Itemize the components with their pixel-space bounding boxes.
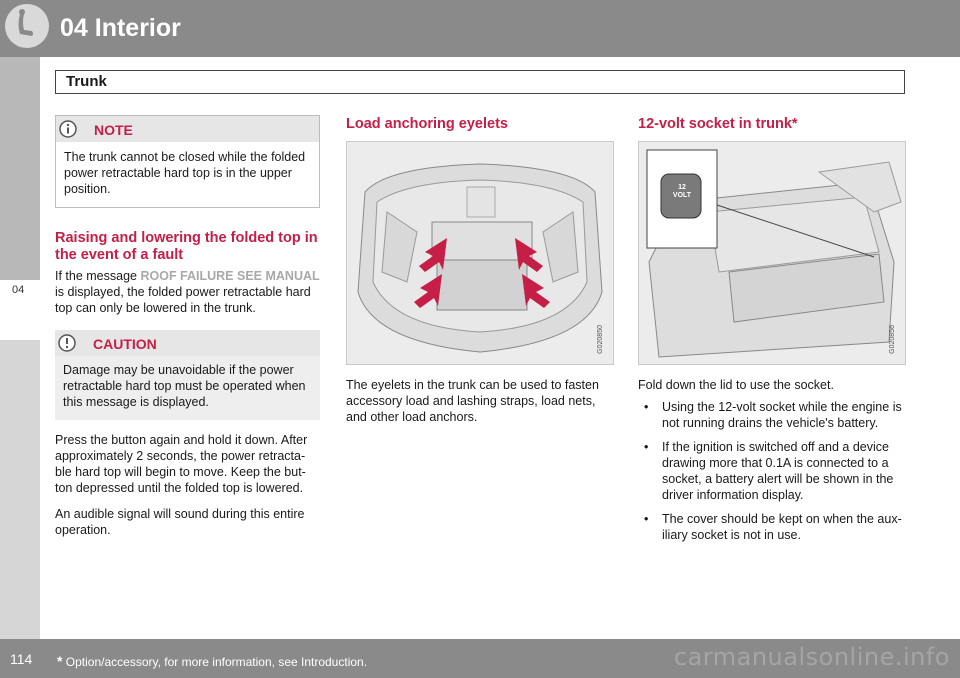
note-text: The trunk cannot be closed while the folded power retractable hard top is in the upper position. [56, 142, 319, 197]
eyelets-heading: Load anchoring eyelets [346, 116, 508, 132]
figure-code: G020850 [597, 325, 604, 354]
list-item: • The cover should be kept on when the aux-iliary socket is not in use. [644, 512, 902, 542]
raising-heading: Raising and lowering the folded top in the event of a fault [55, 230, 318, 263]
trunk-socket-figure [638, 141, 906, 365]
socket-label: 12 VOLT [672, 184, 692, 199]
bullet-glyph: • [644, 440, 649, 454]
roof-failure-message: ROOF FAILURE SEE MANUAL [140, 269, 320, 283]
section-title-bar [55, 70, 905, 94]
side-tab-label: 04 [12, 284, 25, 296]
column-left [55, 110, 320, 548]
chapter-title: 04 Interior [60, 14, 181, 42]
list-item: • Using the 12-volt socket while the engine is not running drains the vehicle's battery. [644, 400, 902, 430]
left-margin-strip [0, 57, 40, 639]
page-number: 114 [10, 651, 33, 667]
chapter-header [0, 0, 960, 57]
socket-intro: Fold down the lid to use the socket. [638, 378, 834, 392]
press-button-paragraph: Press the button again and hold it down. After approximately 2 seconds, the power retracta-ble hard top will begin to move. Keep the but-ton depressed until the folded top is lowered. [55, 433, 308, 495]
socket-heading: 12-volt socket in trunk* [638, 116, 798, 132]
note-box [55, 115, 320, 208]
eyelets-text: The eyelets in the trunk can be used to fasten accessory load and lashing straps, load nets, and other load anchors. [346, 378, 599, 424]
list-item: • If the ignition is switched off and a device drawing more that 0.1A is connected to a socket, a battery alert will be shown in the driver information display. [644, 440, 894, 502]
trunk-eyelets-illustration [347, 142, 613, 364]
bullet-glyph: • [644, 400, 649, 414]
chapter-side-tab [0, 280, 40, 340]
note-header [56, 116, 319, 142]
trunk-socket-illustration [639, 142, 905, 364]
warning-icon [58, 334, 76, 352]
watermark: carmanualsonline.info [673, 643, 950, 671]
figure-code: G020856 [889, 325, 896, 354]
seat-icon [5, 4, 49, 48]
caution-header [55, 330, 320, 356]
note-label: NOTE [94, 122, 133, 138]
section-title: Trunk [66, 73, 107, 90]
column-right [638, 110, 906, 551]
socket-bullet-list [638, 399, 906, 543]
audible-signal-paragraph: An audible signal will sound during this entire operation. [55, 507, 305, 537]
footnote: * Option/accessory, for more information, see Introduction. [57, 653, 368, 669]
caution-text: Damage may be unavoidable if the power retractable hard top must be operated when this message is displayed. [55, 356, 320, 410]
info-icon [59, 120, 77, 138]
page-footer [0, 639, 960, 678]
caution-label: CAUTION [93, 336, 157, 352]
caution-box [55, 330, 320, 420]
column-middle [346, 110, 614, 435]
trunk-eyelets-figure [346, 141, 614, 365]
raising-intro: If the message ROOF FAILURE SEE MANUAL is displayed, the folded power retractable hard top can only be lowered in the trunk. [55, 269, 320, 315]
bullet-glyph: • [644, 512, 649, 526]
